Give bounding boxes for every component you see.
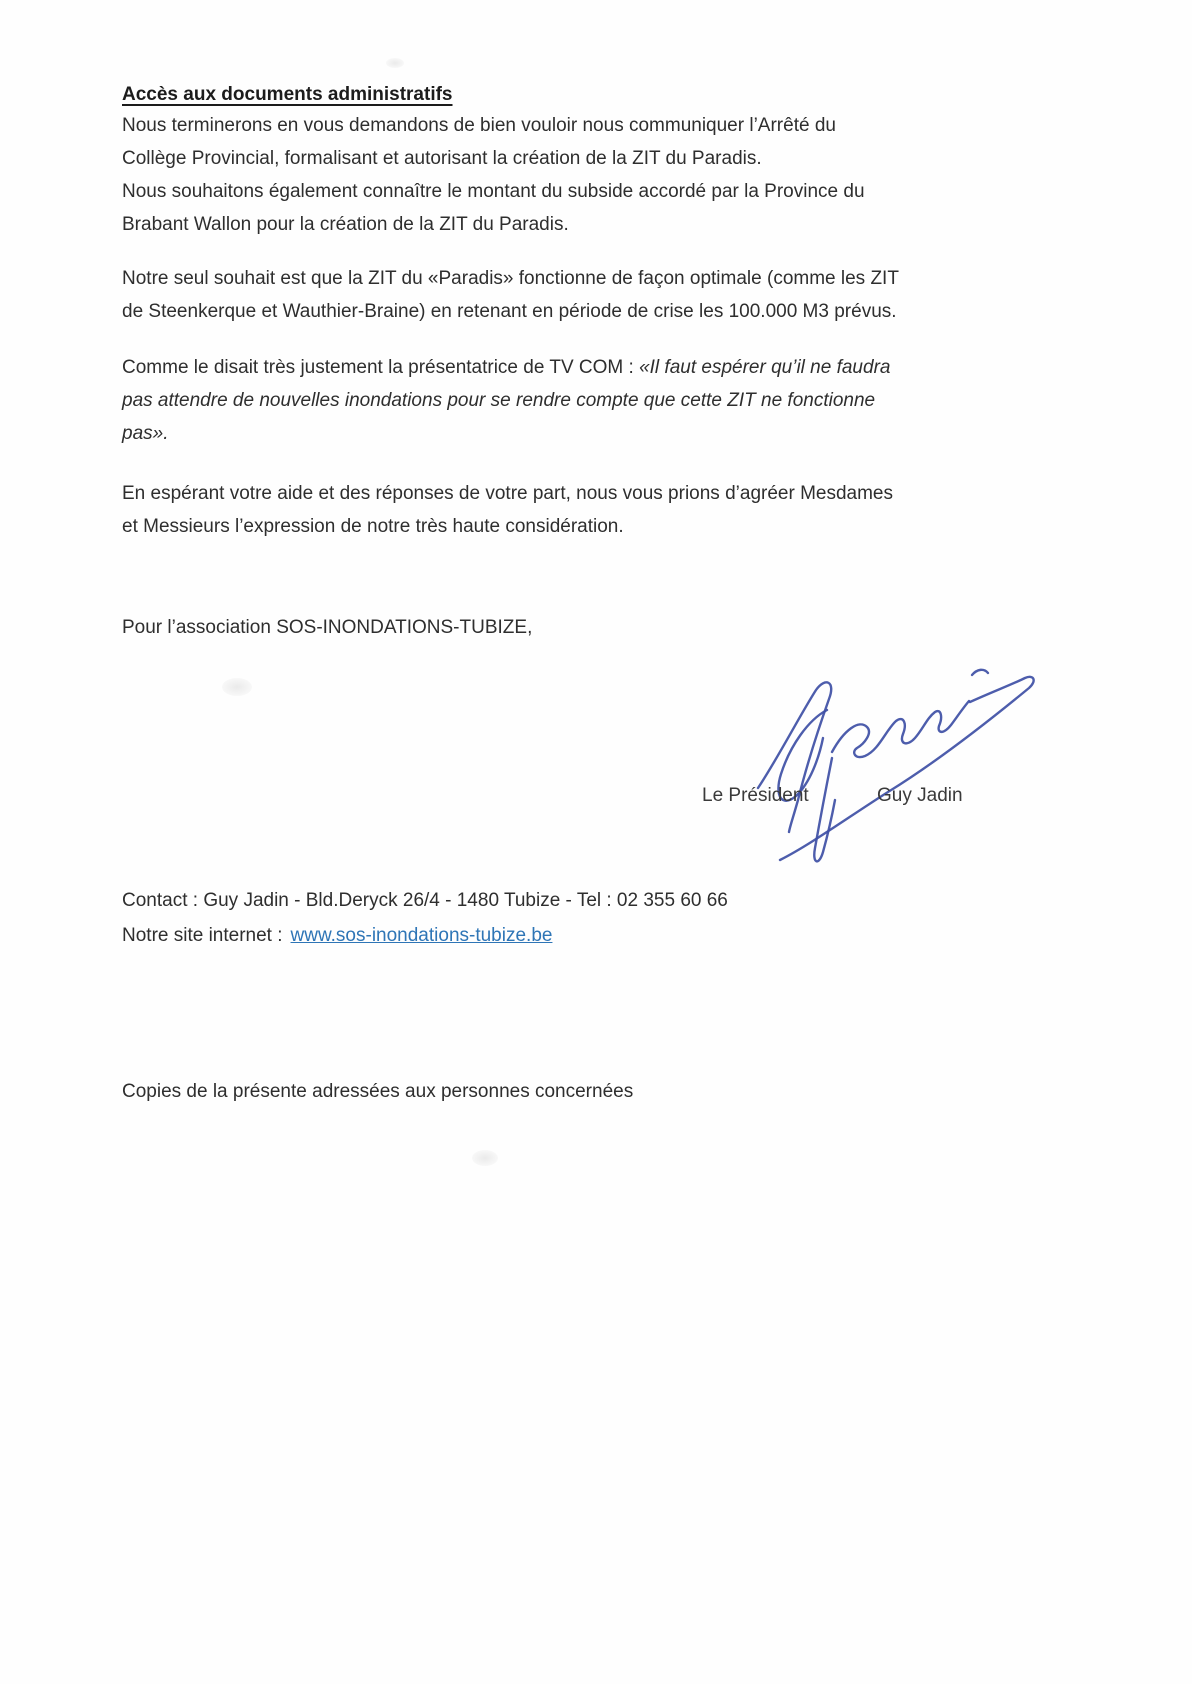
quote-intro: Comme le disait très justement la présentatrice de TV COM : bbox=[122, 357, 640, 378]
paragraph-quote bbox=[122, 351, 890, 450]
contact-line: Contact : Guy Jadin - Bld.Deryck 26/4 - 1480 Tubize - Tel : 02 355 60 66 bbox=[122, 890, 728, 911]
paragraph-line: Brabant Wallon pour la création de la ZIT du Paradis. bbox=[122, 214, 569, 235]
association-line: Pour l’association SOS-INONDATIONS-TUBIZE, bbox=[122, 617, 533, 638]
website-line bbox=[122, 919, 552, 952]
signer-role: Le Président bbox=[702, 785, 809, 806]
paragraph-line: Collège Provincial, formalisant et autorisant la création de la ZIT du Paradis. bbox=[122, 148, 762, 169]
website-link[interactable]: www.sos-inondations-tubize.be bbox=[290, 925, 553, 946]
paragraph-line: de Steenkerque et Wauthier-Braine) en retenant en période de crise les 100.000 M3 prévus. bbox=[122, 301, 897, 322]
paragraph-closing bbox=[122, 477, 893, 543]
paragraph-line: Nous souhaitons également connaître le montant du subside accordé par la Province du bbox=[122, 181, 865, 202]
paragraph-line: En espérant votre aide et des réponses de votre part, nous vous prions d’agréer Mesdames bbox=[122, 483, 893, 504]
paragraph-line: Nous terminerons en vous demandons de bien vouloir nous communiquer l’Arrêté du bbox=[122, 115, 836, 136]
quote-line-3: pas». bbox=[122, 423, 169, 444]
section-heading: Accès aux documents administratifs bbox=[122, 84, 453, 105]
website-label: Notre site internet : bbox=[122, 925, 283, 946]
signature-stroke bbox=[814, 758, 835, 861]
quote-line-1 bbox=[122, 351, 890, 384]
paragraph-line: et Messieurs l’expression de notre très haute considération. bbox=[122, 516, 624, 537]
quote-italic-start: «Il faut espérer qu’il ne faudra bbox=[639, 357, 891, 378]
signer-name: Guy Jadin bbox=[877, 785, 963, 806]
copies-line: Copies de la présente adressées aux personnes concernées bbox=[122, 1081, 634, 1102]
signature-stroke bbox=[972, 670, 988, 675]
handwritten-signature bbox=[620, 620, 1040, 890]
paragraph-line: Notre seul souhait est que la ZIT du «Paradis» fonctionne de façon optimale (comme les ZIT bbox=[122, 268, 899, 289]
signature-stroke bbox=[832, 701, 969, 757]
scan-smudge bbox=[222, 678, 252, 696]
scan-smudge bbox=[472, 1150, 498, 1166]
paragraph-admin-access bbox=[122, 109, 865, 241]
quote-line-2: pas attendre de nouvelles inondations pour se rendre compte que cette ZIT ne fonctionne bbox=[122, 390, 876, 411]
paragraph-wish bbox=[122, 262, 899, 328]
scan-smudge bbox=[386, 58, 404, 68]
